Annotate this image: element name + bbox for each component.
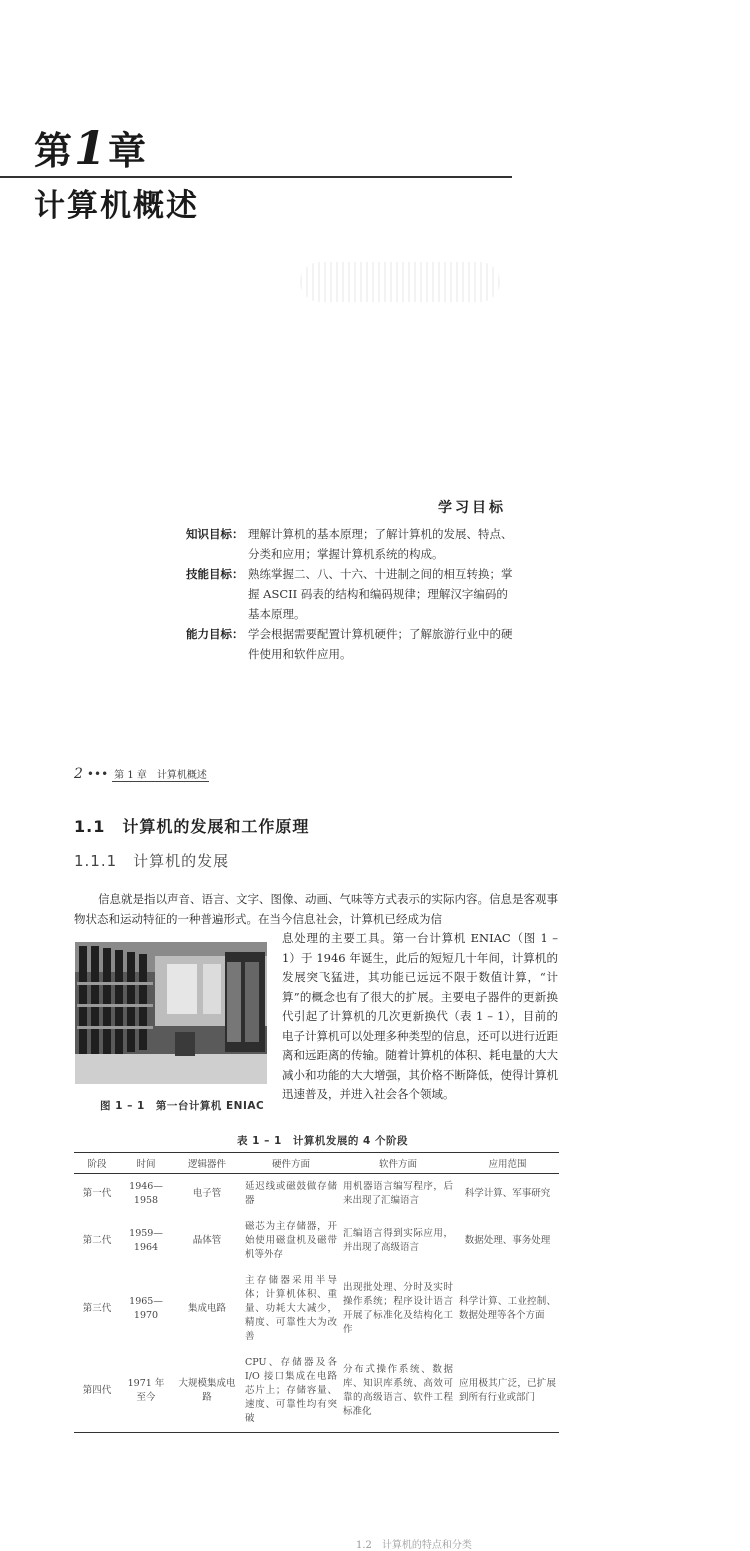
- table-header-row: [74, 1153, 559, 1174]
- chapter-label-suffix: 章: [108, 128, 149, 173]
- figure-caption: 图 1 – 1 第一台计算机 ENIAC: [100, 1100, 265, 1112]
- table-cell: 延迟线或磁鼓做存储器: [245, 1181, 337, 1206]
- body-paragraph-1: 信息就是指以声音、语言、文字、图像、动画、气味等方式表示的实际内容。信息是客观事物状态和运动特征的一种普遍形式。在当今信息社会，计算机已经成为信: [74, 892, 558, 926]
- table-cell: 第二代: [82, 1235, 112, 1246]
- table-cell: 1971 年至今: [120, 1350, 172, 1433]
- table-cell: 应用极其广泛，已扩展到所有行业或部门: [456, 1350, 559, 1433]
- table-row: [74, 1350, 559, 1433]
- objective-text: 理解计算机的基本原理；了解计算机的发展、特点、分类和应用；掌握计算机系统的构成。: [248, 527, 513, 561]
- table-cell: 磁芯为主存储器，开始使用磁盘机及磁带机等外存: [245, 1221, 337, 1260]
- next-page-heading-fragment: 1.2 计算机的特点和分类: [356, 1540, 472, 1551]
- table-cell: 大规模集成电路: [172, 1350, 242, 1433]
- table-cell: 科学计算、工业控制、数据处理等各个方面: [459, 1296, 556, 1321]
- eniac-photo: [75, 942, 267, 1084]
- objective-label: 技能目标：: [186, 567, 244, 581]
- table-cell: 科学计算、军事研究: [464, 1188, 551, 1199]
- chapter-label-prefix: 第: [34, 128, 75, 173]
- table-cell: 分布式操作系统、数据库、知识库系统、高效可靠的高级语言、软件工程标准化: [340, 1350, 456, 1433]
- objective-knowledge: [186, 524, 516, 564]
- table-cell: 1946—1958: [129, 1181, 163, 1206]
- table-cell: 第一代: [82, 1188, 112, 1199]
- stages-table: [74, 1152, 559, 1433]
- objective-skill: [186, 564, 516, 624]
- table-row: [74, 1214, 559, 1268]
- chapter-title: 计算机概述: [34, 188, 199, 224]
- objective-ability: [186, 624, 516, 664]
- table-cell: 数据处理、事务处理: [464, 1235, 551, 1246]
- column-header: 时间: [120, 1153, 172, 1174]
- page-number: 2: [74, 766, 83, 782]
- chapter-label: [34, 120, 148, 175]
- table-row: [74, 1268, 559, 1350]
- table-caption: 表 1 – 1 计算机发展的 4 个阶段: [237, 1135, 408, 1147]
- running-head-section: 第 1 章 计算机概述: [114, 770, 207, 781]
- column-header: 逻辑器件: [172, 1153, 242, 1174]
- table-cell: 用机器语言编写程序，后来出现了汇编语言: [343, 1181, 453, 1206]
- table-cell: CPU、存储器及各 I/O 接口集成在电路芯片上；存储容量、速度、可靠性均有突破: [242, 1350, 340, 1433]
- chapter-rule: [0, 176, 512, 178]
- table-row: [74, 1174, 559, 1215]
- running-head: [74, 766, 209, 782]
- table-cell: 第四代: [74, 1350, 120, 1433]
- running-head-dots: •••: [86, 767, 109, 781]
- table-cell: 1965—1970: [129, 1296, 163, 1321]
- table-cell: 第三代: [82, 1303, 112, 1314]
- objective-text: 熟练掌握二、八、十六、十进制之间的相互转换；掌握 ASCII 码表的结构和编码规律；理解汉字编码的基本原理。: [248, 567, 513, 621]
- table-cell: 1959—1964: [129, 1228, 163, 1253]
- table-cell: 电子管: [192, 1188, 222, 1199]
- column-header: 应用范围: [456, 1153, 559, 1174]
- section-heading: 1.1 计算机的发展和工作原理: [74, 817, 310, 836]
- chapter-number: 1: [74, 121, 109, 175]
- body-paragraph-2: 息处理的主要工具。第一台计算机 ENIAC（图 1 – 1）于 1946 年诞生，此后的短短几十年间，计算机的发展突飞猛进，其功能已远远不限于数值计算，“计算”的概念也有了很大的扩展。主要电子器件的更新换代引起了计算机的几次更新换代（表 1 – 1），目前的电子计算机可以处理多种类型的信息，还可以进行近距离和远距离的传输。随着计算机的体积、耗电量的大大减小和功能的大大增强，其价格不断降低，使得计算机迅速普及，并进入社会各个领域。: [282, 931, 558, 1101]
- table-cell: 主存储器采用半导体；计算机体积、重量、功耗大大减少，精度、可靠性大为改善: [245, 1275, 337, 1342]
- scan-smudge: [300, 262, 500, 302]
- objective-text: 学会根据需要配置计算机硬件；了解旅游行业中的硬件使用和软件应用。: [248, 627, 513, 661]
- objectives-heading: 学习目标: [438, 500, 506, 516]
- eniac-photo-illustration: [75, 942, 267, 1084]
- table-cell: 集成电路: [187, 1303, 226, 1314]
- objective-label: 知识目标：: [186, 527, 244, 541]
- subsection-heading: 1.1.1 计算机的发展: [74, 852, 230, 870]
- column-header: 阶段: [74, 1153, 120, 1174]
- table-cell: 晶体管: [192, 1235, 222, 1246]
- table-cell: 汇编语言得到实际应用，并出现了高级语言: [343, 1228, 453, 1253]
- column-header: 软件方面: [340, 1153, 456, 1174]
- objective-label: 能力目标：: [186, 627, 244, 641]
- table-cell: 出现批处理、分时及实时操作系统；程序设计语言开展了标准化及结构化工作: [343, 1282, 453, 1335]
- column-header: 硬件方面: [242, 1153, 340, 1174]
